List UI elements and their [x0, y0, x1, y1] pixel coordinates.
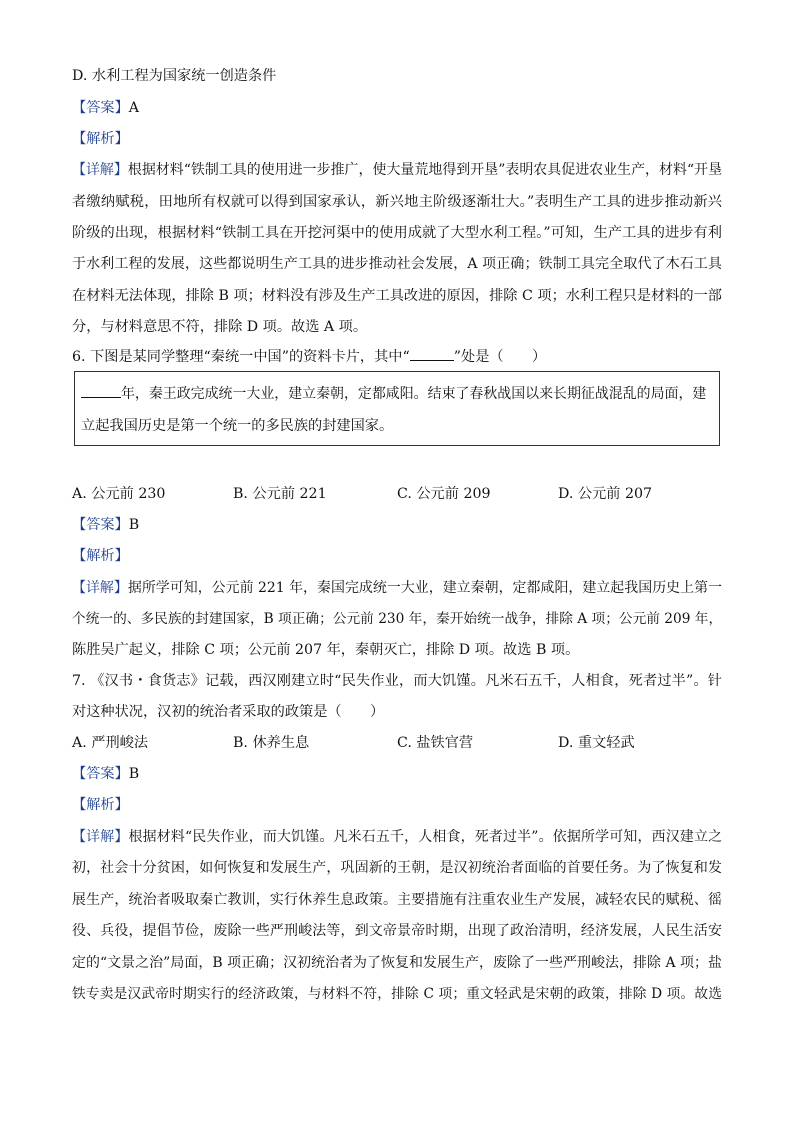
- detail-text: 据所学可知，公元前 221 年，秦国完成统一大业，建立秦朝，定都咸阳，建立起我国历史上第一: [127, 580, 723, 596]
- q5-answer: [72, 98, 722, 118]
- q5-detail-line: 分，与材料意思不符，排除 D 项。故选 A 项。: [72, 319, 368, 335]
- option-b[interactable]: B. 休养生息: [233, 735, 310, 751]
- fill-blank: [81, 397, 121, 398]
- detail-tag: 【详解】: [72, 829, 129, 845]
- q5-detail-line: 于水利工程的发展，这些都说明生产工具的进步推动社会发展，A 项正确；铁制工具完全取代了木石工具: [72, 256, 722, 272]
- q7-stem-line: 7. 《汉书・食货志》记载，西汉刚建立时“民失作业，而大饥馑。凡米石五千，人相食，死者过半”。针: [72, 673, 722, 689]
- q7-stem-line: 对这种状况，汉初的统治者采取的政策是（ ）: [72, 704, 385, 720]
- q5-detail-line: [72, 160, 722, 180]
- detail-text: 根据材料“铁制工具的使用进一步推广，使大量荒地得到开垦”表明农具促进农业生产，材料“开垦: [127, 162, 723, 178]
- answer-tag: 【答案】: [72, 766, 129, 782]
- q5-analysis-tag: [72, 129, 722, 149]
- q7-analysis-tag: [72, 795, 722, 815]
- analysis-tag: 【解析】: [72, 797, 129, 813]
- q5-option-d: D. 水利工程为国家统一创造条件: [72, 68, 277, 84]
- answer-value: B: [128, 766, 140, 782]
- q7-detail-line: 展生产，统治者吸取秦亡教训，实行休养生息政策。主要措施有注重农业生产发展，减轻农民的赋税、徭: [72, 892, 722, 908]
- answer-tag: 【答案】: [72, 517, 129, 533]
- info-card: [74, 371, 720, 446]
- q7-options: [72, 733, 722, 753]
- q7-detail-line: 定的“文景之治”局面，B 项正确；汉初统治者为了恢复和发展生产，废除了一些严刑峻法，排除 A 项；盐: [72, 955, 722, 971]
- option-c[interactable]: C. 盐铁官营: [397, 735, 474, 751]
- q6-stem: [72, 347, 722, 367]
- option-b[interactable]: B. 公元前 221: [233, 486, 327, 502]
- q7-detail-line: 铁专卖是汉武帝时期实行的经济政策，与材料不符，排除 C 项；重文轻武是宋朝的政策，排除 D 项。故选: [72, 986, 722, 1002]
- q6-detail-line: [72, 578, 722, 598]
- detail-tag: 【详解】: [72, 162, 128, 178]
- option-d[interactable]: D. 公元前 207: [558, 486, 653, 502]
- answer-value: B: [128, 517, 140, 533]
- q6-stem-after: ”处是（ ）: [453, 349, 547, 365]
- fill-blank: [410, 360, 454, 361]
- answer-tag: 【答案】: [72, 100, 129, 116]
- answer-value: A: [128, 100, 140, 116]
- q6-stem-before: 6. 下图是某同学整理“秦统一中国”的资料卡片，其中“: [72, 349, 410, 365]
- q6-options: [72, 484, 722, 504]
- q5-detail-line: 者缴纳赋税，田地所有权就可以得到国家承认，新兴地主阶级逐渐壮大。”表明生产工具的进步推动新兴: [72, 194, 722, 210]
- card-text: 年，秦王政完成统一大业，建立秦朝，定都咸阳。结束了春秋战国以来长期征战混乱的局面，建: [121, 386, 707, 402]
- card-line: 立起我国历史是第一个统一的多民族的封建国家。: [81, 418, 394, 434]
- q6-analysis-tag: [72, 546, 722, 566]
- analysis-tag: 【解析】: [72, 548, 129, 564]
- q7-answer: [72, 764, 722, 784]
- q6-answer: [72, 515, 722, 535]
- q7-detail-line: 初，社会十分贫困，如何恢复和发展生产，巩固新的王朝，是汉初统治者面临的首要任务。为了恢复和发: [72, 860, 722, 876]
- analysis-tag: 【解析】: [72, 131, 129, 147]
- q6-detail-line: 陈胜吴广起义，排除 C 项；公元前 207 年，秦朝灭亡，排除 D 项。故选 B 项。: [72, 642, 580, 658]
- detail-text: 根据材料“民失作业，而大饥馑。凡米石五千，人相食，死者过半”。依据所学可知，西汉建立之: [128, 829, 723, 845]
- detail-tag: 【详解】: [72, 580, 128, 596]
- q5-detail-line: 在材料无法体现，排除 B 项；材料没有涉及生产工具改进的原因，排除 C 项；水利工程只是材料的一部: [72, 288, 722, 304]
- option-a[interactable]: A. 严刑峻法: [72, 735, 149, 751]
- q5-detail-line: 阶级的出现，根据材料“铁制工具在开挖河渠中的使用成就了大型水利工程。”可知，生产工具的进步有利: [72, 225, 722, 241]
- option-d[interactable]: D. 重文轻武: [558, 735, 635, 751]
- q7-detail-line: 役、兵役，提倡节俭，废除一些严刑峻法等，到文帝景帝时期，出现了政治清明，经济发展，人民生活安: [72, 923, 722, 939]
- card-line: [81, 384, 713, 404]
- option-a[interactable]: A. 公元前 230: [72, 486, 166, 502]
- q7-detail-line: [72, 827, 722, 847]
- q6-detail-line: 个统一的、多民族的封建国家，B 项正确；公元前 230 年，秦开始统一战争，排除 A 项；公元前 209 年，: [72, 611, 723, 627]
- option-c[interactable]: C. 公元前 209: [397, 486, 491, 502]
